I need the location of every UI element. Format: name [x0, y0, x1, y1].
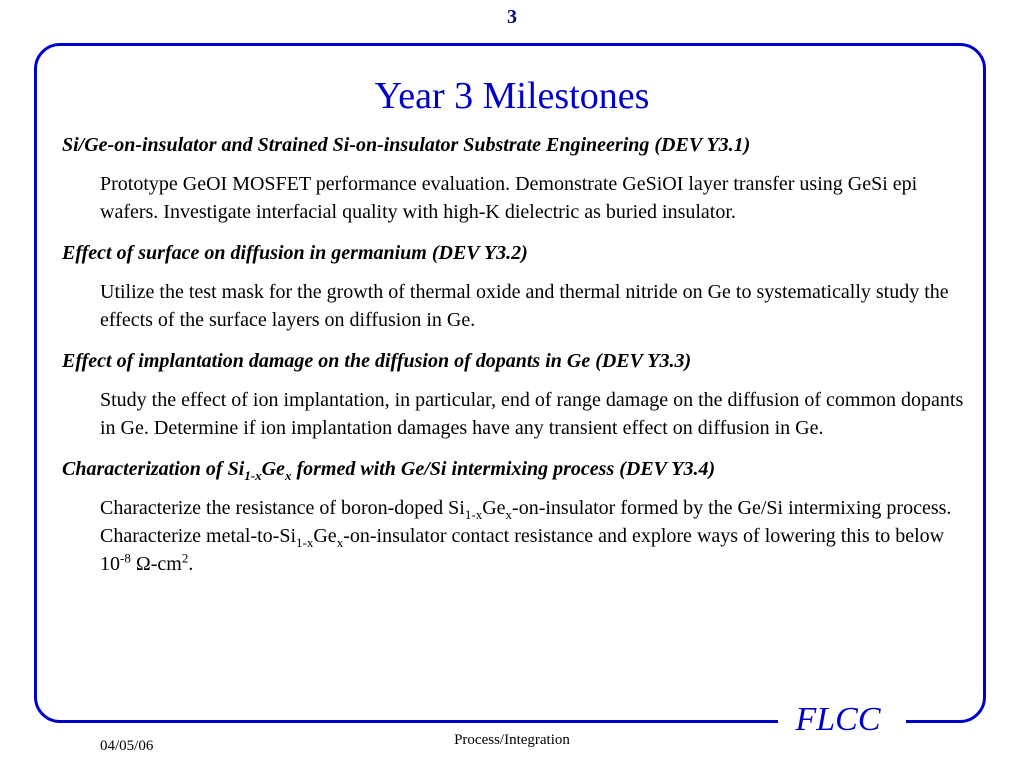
- body-text: Characterize the resistance of boron-doped Si: [100, 497, 465, 519]
- superscript: 2: [181, 550, 189, 566]
- slide-content: [62, 132, 972, 592]
- heading-text: Ge: [261, 458, 285, 480]
- heading-text: Characterization of Si: [62, 458, 245, 480]
- footer-date: 04/05/06: [100, 738, 154, 754]
- milestone-description: [100, 494, 972, 578]
- milestone-description: Prototype GeOI MOSFET performance evaluation. Demonstrate GeSiOI layer transfer using GeSi epi wafers. Investigate interfacial quality with high-K dielectric as buried insulator.: [100, 173, 918, 223]
- body-text: Ge: [313, 525, 337, 547]
- body-text: .: [188, 553, 194, 575]
- milestone-heading: Effect of surface on diffusion in germanium (DEV Y3.2): [62, 242, 528, 264]
- subscript: 1-x: [296, 535, 314, 550]
- milestone-section-y3-3: [62, 348, 972, 442]
- flcc-logo: FLCC: [795, 701, 881, 738]
- subscript: x: [336, 535, 344, 550]
- milestone-section-y3-2: [62, 240, 972, 334]
- subscript: 1-x: [464, 507, 483, 522]
- body-text: -on-insulator contact resistance and explore ways of lowering this to below 10: [100, 525, 945, 575]
- milestone-heading: [62, 456, 972, 482]
- footer-section-label: Process/Integration: [454, 732, 570, 748]
- body-text: Ge: [482, 497, 506, 519]
- subscript: 1-x: [244, 468, 262, 483]
- subscript: x: [284, 468, 292, 483]
- page-number: 3: [507, 6, 517, 28]
- milestone-section-y3-4: [62, 456, 972, 578]
- body-text: Ω-cm: [130, 553, 182, 575]
- subscript: x: [505, 507, 513, 522]
- milestone-description: Utilize the test mask for the growth of thermal oxide and thermal nitride on Ge to systematically study the effects of the surface layers on diffusion in Ge.: [100, 281, 949, 331]
- heading-text: formed with Ge/Si intermixing process (DEV Y3.4): [291, 458, 716, 480]
- milestone-heading: Effect of implantation damage on the diffusion of dopants in Ge (DEV Y3.3): [62, 350, 692, 372]
- milestone-heading: Si/Ge-on-insulator and Strained Si-on-insulator Substrate Engineering (DEV Y3.1): [62, 134, 751, 156]
- slide-title: Year 3 Milestones: [374, 75, 650, 117]
- body-text: -on-insulator formed by the Ge/Si intermixing process. Characterize metal-to-Si: [100, 497, 952, 547]
- superscript: -8: [120, 550, 131, 566]
- milestone-description: Study the effect of ion implantation, in particular, end of range damage on the diffusion of common dopants in Ge. Determine if ion implantation damages have any transient effect on diffusion in Ge.: [100, 389, 964, 439]
- milestone-section-y3-1: [62, 132, 972, 226]
